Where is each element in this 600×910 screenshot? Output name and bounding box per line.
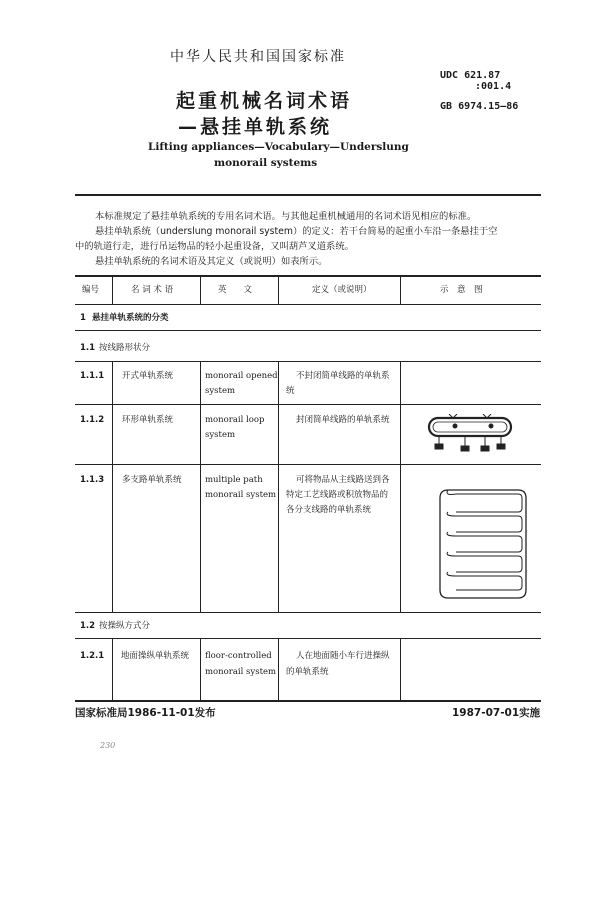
udc-number-line1: 621.87 <box>464 70 501 81</box>
row-english-line1: floor-controlled <box>205 651 272 661</box>
row-english-line2: system <box>205 430 236 440</box>
col-header-code: 编号 <box>82 285 100 295</box>
loop-track-outer <box>429 418 511 436</box>
intro-table-note: 悬挂单轨系统的名词术语及其定义（或说明）如表所示。 <box>95 256 328 267</box>
table-rule <box>75 612 541 613</box>
col-rule <box>200 276 201 304</box>
table-rule <box>75 361 541 362</box>
udc-label: UDC <box>440 70 459 81</box>
row-term: 多支路单轨系统 <box>122 475 182 485</box>
col-rule <box>112 361 113 612</box>
col-header-definition: 定义（或说明） <box>312 285 372 295</box>
title-en-line2: monorail systems <box>214 157 318 169</box>
title-en-line1: Lifting appliances—Vocabulary—Underslung <box>148 141 409 153</box>
col-rule <box>400 276 401 304</box>
section-title: 悬挂单轨系统的分类 <box>92 313 169 323</box>
row-definition-line1: 可将物品从主线路送到各 <box>296 475 390 485</box>
row-english-line1: monorail loop <box>205 415 265 425</box>
issue-date: 国家标准局1986-11-01发布 <box>75 707 216 719</box>
intro-scope: 本标准规定了悬挂单轨系统的专用名词术语。与其他起重机械通用的名词术语见相应的标准。 <box>95 211 477 222</box>
section-code: 1.1 <box>80 343 96 353</box>
table-rule <box>75 404 541 405</box>
row-definition-line1: 人在地面随小车行进操纵 <box>296 651 390 661</box>
col-header-term: 名 词 术 语 <box>131 285 174 295</box>
col-rule <box>112 276 113 304</box>
issuer-heading: 中华人民共和国国家标准 <box>170 49 346 65</box>
row-definition-line2: 统 <box>286 386 295 396</box>
table-header-rule <box>75 304 541 305</box>
row-definition-line1: 不封闭简单线路的单轨系 <box>296 371 390 381</box>
table-rule <box>75 330 541 331</box>
col-rule <box>112 638 113 700</box>
loop-track-inner <box>433 422 507 432</box>
table-top-rule <box>75 275 541 277</box>
title-cn-line2: —悬挂单轨系统 <box>178 116 333 138</box>
row-definition-line2: 特定工艺线路或积放物品的 <box>286 490 389 500</box>
row-english-line1: multiple path <box>205 475 263 485</box>
col-rule <box>400 638 401 700</box>
row-term: 开式单轨系统 <box>122 371 174 381</box>
row-code: 1.1.1 <box>80 371 105 381</box>
section-title: 按操纵方式分 <box>99 621 151 631</box>
row-definition-line2: 的单轨系统 <box>286 667 329 677</box>
col-rule <box>200 638 201 700</box>
trolley-hoists <box>435 424 505 451</box>
page-number: 230 <box>100 741 116 750</box>
gb-number: 6974.15—86 <box>458 101 519 112</box>
row-term: 环形单轨系统 <box>122 415 174 425</box>
table-rule <box>75 638 541 639</box>
section-code: 1 <box>80 313 86 323</box>
multi-branch-track-diagram <box>432 486 532 604</box>
gb-label: GB <box>440 101 453 112</box>
udc-number-line2: :001.4 <box>475 81 512 92</box>
branch-tracks <box>447 490 522 590</box>
row-code: 1.1.2 <box>80 415 105 425</box>
intro-definition-line1: 悬挂单轨系统（underslung monorail system）的定义：若干台简易的起重小车沿一条悬挂于空 <box>95 226 498 237</box>
main-track <box>440 490 526 598</box>
row-english-line1: monorail opened <box>205 371 278 381</box>
row-english-line2: monorail system <box>205 667 277 677</box>
row-english-line2: monorail system <box>205 490 277 500</box>
col-rule <box>400 361 401 612</box>
col-header-english: 英 文 <box>218 285 253 295</box>
row-definition-line1: 封闭简单线路的单轨系统 <box>296 415 390 425</box>
title-cn-line1: 起重机械名词术语 <box>176 90 353 112</box>
loop-track-diagram <box>425 414 515 458</box>
title-rule <box>75 194 541 196</box>
section-title: 按线路形状分 <box>99 343 151 353</box>
table-rule <box>75 464 541 465</box>
gb-standard-number <box>440 101 518 112</box>
col-rule <box>278 361 279 612</box>
col-rule <box>278 276 279 304</box>
row-code: 1.2.1 <box>80 651 105 661</box>
row-term: 地面操纵单轨系统 <box>121 651 190 661</box>
col-rule <box>278 638 279 700</box>
col-header-diagram: 示 意 图 <box>440 285 483 295</box>
row-definition-line3: 各分支线路的单轨系统 <box>286 505 372 515</box>
section-code: 1.2 <box>80 621 96 631</box>
table-bottom-rule <box>75 700 541 702</box>
row-english-line2: system <box>205 386 236 396</box>
col-rule <box>200 361 201 612</box>
effective-date: 1987-07-01实施 <box>452 707 541 719</box>
intro-definition-line2: 中的轨道行走，进行吊运物品的轻小起重设备，又叫葫芦叉道系统。 <box>75 241 354 252</box>
udc-classification <box>440 70 511 92</box>
row-code: 1.1.3 <box>80 475 105 485</box>
